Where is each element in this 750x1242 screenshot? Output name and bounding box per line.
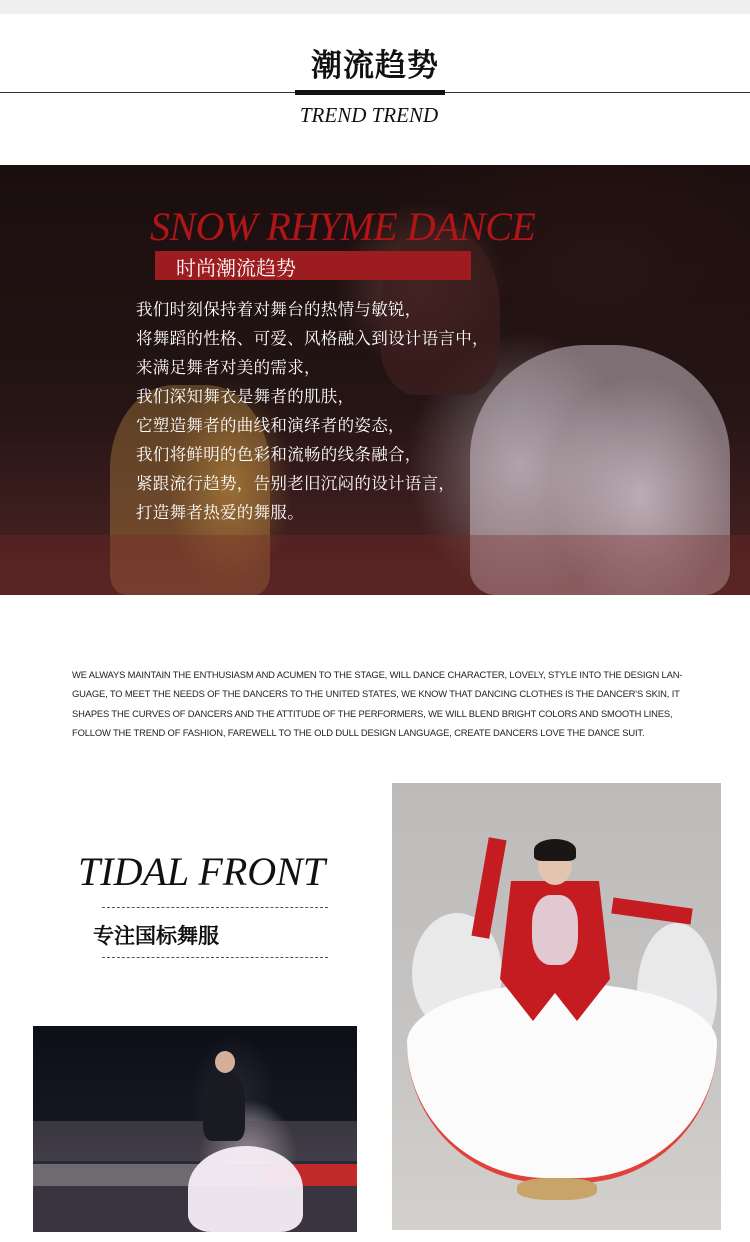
top-strip <box>0 0 750 14</box>
section-title: 潮流趋势 <box>311 48 439 84</box>
hero-line: 紧跟流行趋势，告别老旧沉闷的设计语言， <box>136 474 456 493</box>
competition-dance-photo <box>33 1026 357 1232</box>
dashed-divider-bottom <box>102 957 328 958</box>
tidal-front-subtitle: 专注国标舞服 <box>93 924 219 948</box>
hero-banner <box>0 165 750 595</box>
hero-description <box>136 295 489 527</box>
english-paragraph <box>72 665 732 742</box>
hero-line: 我们深知舞衣是舞者的肌肤， <box>136 387 355 406</box>
dashed-divider-top <box>102 907 328 908</box>
english-line: SHAPES THE CURVES OF DANCERS AND THE ATTITUDE OF THE PERFORMERS, WE WILL BLEND BRIGHT COLORS AND SMOOTH LINES, <box>72 707 673 719</box>
tidal-front-title: TIDAL FRONT <box>78 849 326 894</box>
hero-english-title: SNOW RHYME DANCE <box>150 204 536 249</box>
hero-label: 时尚潮流趋势 <box>176 256 296 280</box>
hero-line: 打造舞者热爱的舞服。 <box>136 503 304 522</box>
hero-line: 它塑造舞者的曲线和演绎者的姿态， <box>136 416 405 435</box>
hero-line: 我们将鲜明的色彩和流畅的线条融合， <box>136 445 422 464</box>
section-subtitle: TREND TREND <box>299 103 439 127</box>
english-line: FOLLOW THE TREND OF FASHION, FAREWELL TO THE OLD DULL DESIGN LANGUAGE, CREATE DANCERS LOVE THE DANCE SUIT. <box>72 726 645 738</box>
english-line: GUAGE, TO MEET THE NEEDS OF THE DANCERS TO THE UNITED STATES, WE KNOW THAT DANCING CLOTHES IS THE DANCER'S SKIN, IT <box>72 688 680 700</box>
english-line: WE ALWAYS MAINTAIN THE ENTHUSIASM AND ACUMEN TO THE STAGE, WILL DANCE CHARACTER, LOVELY, STYLE INTO THE DESIGN LAN- <box>72 669 683 680</box>
hero-label-bar <box>155 251 471 280</box>
hero-line: 我们时刻保持着对舞台的热情与敏锐， <box>136 300 422 319</box>
hero-line: 来满足舞者对美的需求， <box>136 358 321 377</box>
dress-model-photo <box>392 783 721 1230</box>
hero-line: 将舞蹈的性格、可爱、风格融入到设计语言中， <box>136 329 489 348</box>
title-divider-accent <box>295 90 445 95</box>
